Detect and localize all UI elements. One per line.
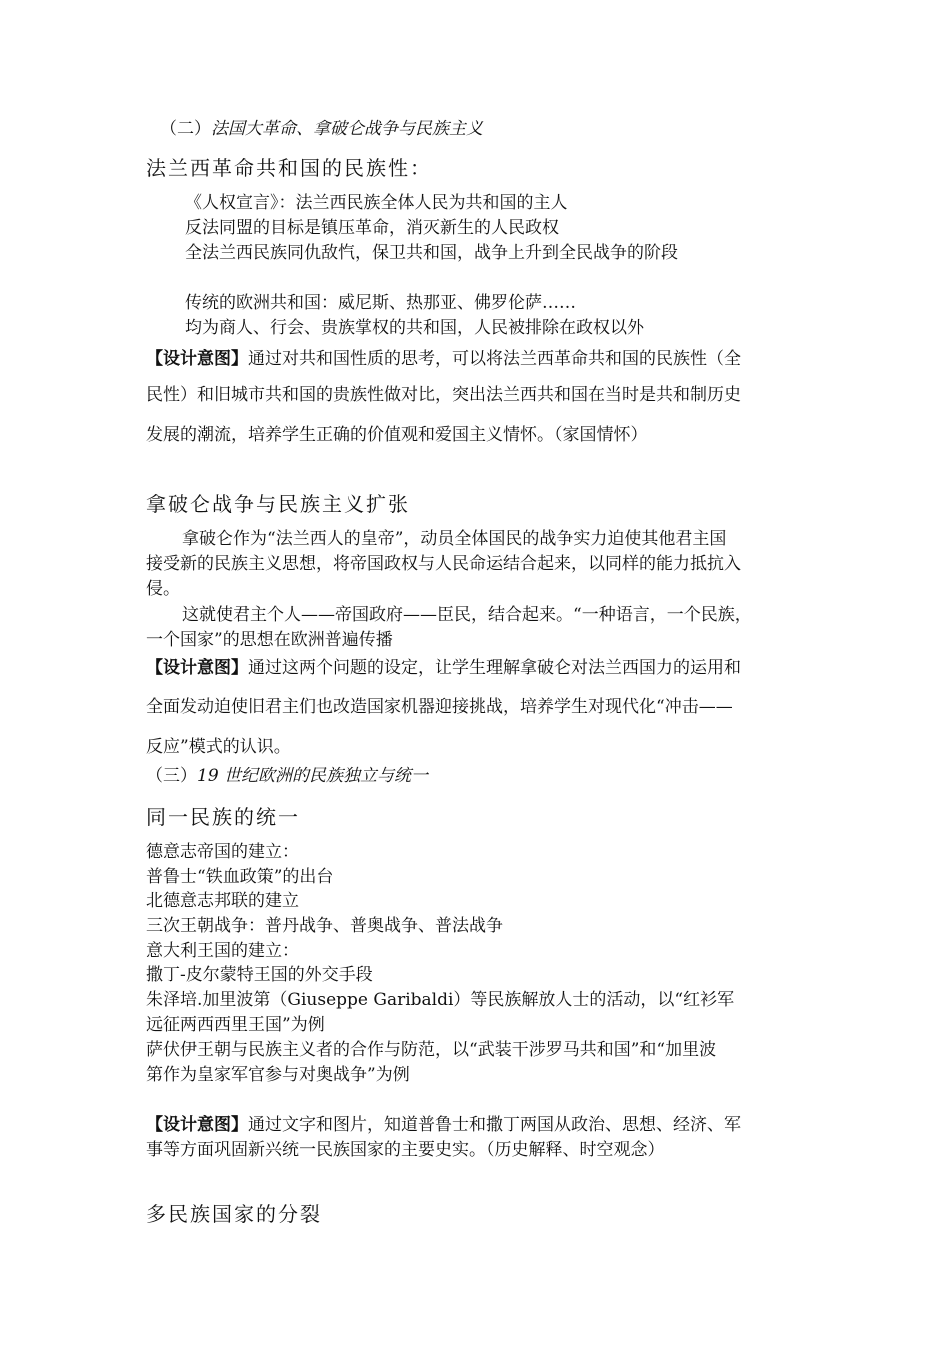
text-line: 通过对共和国性质的思考，可以将法兰西革命共和国的民族性（全 (248, 349, 741, 369)
design-intent-label: 【设计意图】 (146, 658, 248, 678)
text-line: 民性）和旧城市共和国的贵族性做对比，突出法兰西共和国在当时是共和制历史 (146, 385, 741, 405)
design-intent-label: 【设计意图】 (146, 1115, 248, 1135)
text-line: 这就使君主个人——帝国政府——臣民，结合起来。“一种语言，一个民族， (182, 605, 752, 625)
text-line: 均为商人、行会、贵族掌权的共和国，人民被排除在政权以外 (185, 318, 644, 338)
section-heading-3 (146, 764, 428, 788)
text-line: 一个国家”的思想在欧洲普遍传播 (146, 630, 393, 650)
design-intent-1 (146, 347, 741, 371)
text-line: 事等方面巩固新兴统一民族国家的主要史实。（历史解释、时空观念） (146, 1140, 665, 1160)
text-line: 通过这两个问题的设定，让学生理解拿破仑对法兰西国力的运用和 (248, 658, 741, 678)
text-line: 朱泽培.加里波第（Giuseppe Garibaldi）等民族解放人士的活动，以“红衫军 (146, 990, 735, 1010)
section-prefix: （三） (146, 766, 197, 786)
text-line: 萨伏伊王朝与民族主义者的合作与防范，以“武装干涉罗马共和国”和“加里波 (146, 1040, 717, 1060)
text-line: 反应”模式的认识。 (146, 737, 291, 757)
text-line: 撒丁-皮尔蒙特王国的外交手段 (146, 965, 373, 985)
text-line: 远征两西西里王国”为例 (146, 1015, 325, 1035)
subheading-same-nation-unification: 同一民族的统一 (146, 805, 300, 829)
design-intent-3 (146, 1113, 741, 1137)
design-intent-label: 【设计意图】 (146, 349, 248, 369)
text-line: 反法同盟的目标是镇压革命，消灭新生的人民政权 (185, 218, 559, 238)
text-line: 发展的潮流，培养学生正确的价值观和爱国主义情怀。（家国情怀） (146, 425, 648, 445)
text-line: 《人权宣言》：法兰西民族全体人民为共和国的主人 (185, 193, 568, 213)
text-line: 第作为皇家军官参与对奥战争”为例 (146, 1065, 410, 1085)
text-line: 全法兰西民族同仇敌忾，保卫共和国，战争上升到全民战争的阶段 (185, 243, 678, 263)
design-intent-2 (146, 656, 741, 680)
text-line: 通过文字和图片，知道普鲁士和撒丁两国从政治、思想、经济、军 (248, 1115, 741, 1135)
text-line: 德意志帝国的建立： (146, 842, 299, 862)
text-line: 普鲁士“铁血政策”的出台 (146, 867, 334, 887)
text-line: 侵。 (146, 579, 180, 599)
text-line: 三次王朝战争：普丹战争、普奥战争、普法战争 (146, 916, 503, 936)
text-line: 意大利王国的建立： (146, 941, 299, 961)
text-line: 北德意志邦联的建立 (146, 891, 299, 911)
subheading-multinational-split: 多民族国家的分裂 (146, 1202, 322, 1226)
section-title: 19 世纪欧洲的民族独立与统一 (197, 766, 429, 786)
text-line: 全面发动迫使旧君主们也改造国家机器迎接挑战，培养学生对现代化“冲击—— (146, 697, 733, 717)
text-line: 拿破仑作为“法兰西人的皇帝”，动员全体国民的战争实力迫使其他君主国 (182, 529, 727, 549)
subheading-napoleon-nationalism: 拿破仑战争与民族主义扩张 (146, 492, 410, 516)
text-line: 接受新的民族主义思想，将帝国政权与人民命运结合起来，以同样的能力抵抗入 (146, 554, 741, 574)
text-line: 传统的欧洲共和国：威尼斯、热那亚、佛罗伦萨…… (185, 293, 576, 313)
section-title: 法国大革命、拿破仑战争与民族主义 (211, 119, 483, 139)
subheading-republic-nationality: 法兰西革命共和国的民族性： (146, 156, 432, 180)
section-prefix: （二） (160, 119, 211, 139)
section-heading-2 (160, 117, 483, 141)
